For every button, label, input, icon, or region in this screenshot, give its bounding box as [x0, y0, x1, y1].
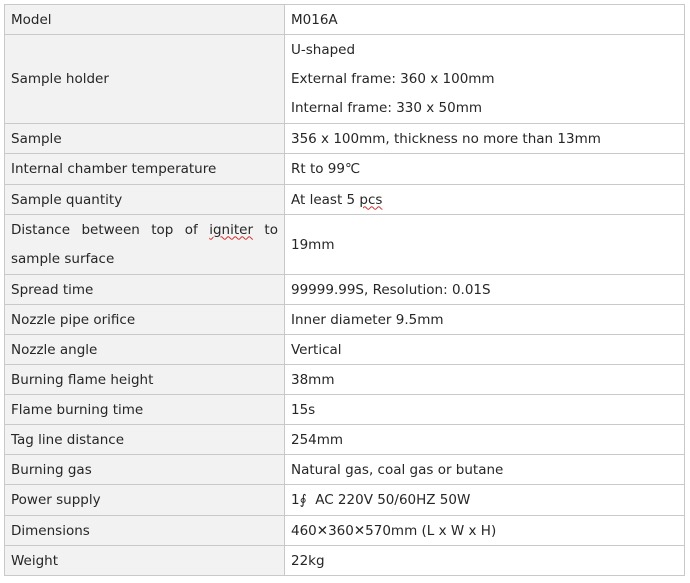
table-row: [5, 35, 685, 124]
spec-value: [285, 185, 685, 215]
spec-table: [4, 4, 685, 576]
spellcheck-word: pcs: [359, 191, 383, 208]
table-row: [5, 305, 685, 335]
spec-label: Model: [5, 5, 285, 35]
spec-value-line: U-shaped: [291, 41, 356, 58]
table-row: [5, 425, 685, 455]
spec-label: Sample holder: [5, 35, 285, 124]
spec-label: Sample quantity: [5, 185, 285, 215]
table-row: [5, 516, 685, 546]
spellcheck-word: igniter: [209, 221, 253, 238]
spec-label: Flame burning time: [5, 395, 285, 425]
spec-label-text: Distance between top of: [11, 221, 210, 238]
spec-label: Dimensions: [5, 516, 285, 546]
spec-label: Sample: [5, 124, 285, 154]
spec-value: 15s: [285, 395, 685, 425]
table-row: [5, 275, 685, 305]
spec-label: Weight: [5, 546, 285, 576]
spec-value: Vertical: [285, 335, 685, 365]
spec-value: 19mm: [285, 215, 685, 275]
spec-label: Burning flame height: [5, 365, 285, 395]
spec-value-line: Internal frame: 330 x 50mm: [291, 99, 483, 116]
spec-value: 38mm: [285, 365, 685, 395]
table-row: [5, 335, 685, 365]
spec-value: [285, 35, 685, 124]
table-row: [5, 154, 685, 185]
spec-value: 1∮ AC 220V 50/60HZ 50W: [285, 485, 685, 516]
table-row: [5, 395, 685, 425]
table-row: [5, 5, 685, 35]
spec-label-text: to sample surface: [11, 221, 278, 267]
spec-value: 254mm: [285, 425, 685, 455]
spec-value-line: External frame: 360 x 100mm: [291, 70, 495, 87]
spec-label: Burning gas: [5, 455, 285, 485]
spec-value: Inner diameter 9.5mm: [285, 305, 685, 335]
table-row: [5, 365, 685, 395]
spec-label: [5, 215, 285, 275]
spec-value: Rt to 99℃: [285, 154, 685, 185]
spec-label: Nozzle pipe orifice: [5, 305, 285, 335]
spec-label: Nozzle angle: [5, 335, 285, 365]
spec-label: Power supply: [5, 485, 285, 516]
spec-value: Natural gas, coal gas or butane: [285, 455, 685, 485]
spec-label: Tag line distance: [5, 425, 285, 455]
table-row: [5, 485, 685, 516]
table-row: [5, 215, 685, 275]
spec-value-text: At least 5: [291, 191, 360, 208]
spec-label: Spread time: [5, 275, 285, 305]
table-row: [5, 185, 685, 215]
table-row: [5, 455, 685, 485]
spec-value: 99999.99S, Resolution: 0.01S: [285, 275, 685, 305]
spec-value: 22kg: [285, 546, 685, 576]
spec-label: Internal chamber temperature: [5, 154, 285, 185]
table-row: [5, 546, 685, 576]
spec-value: M016A: [285, 5, 685, 35]
spec-value: 356 x 100mm, thickness no more than 13mm: [285, 124, 685, 154]
table-row: [5, 124, 685, 154]
spec-value: 460✕360✕570mm (L x W x H): [285, 516, 685, 546]
